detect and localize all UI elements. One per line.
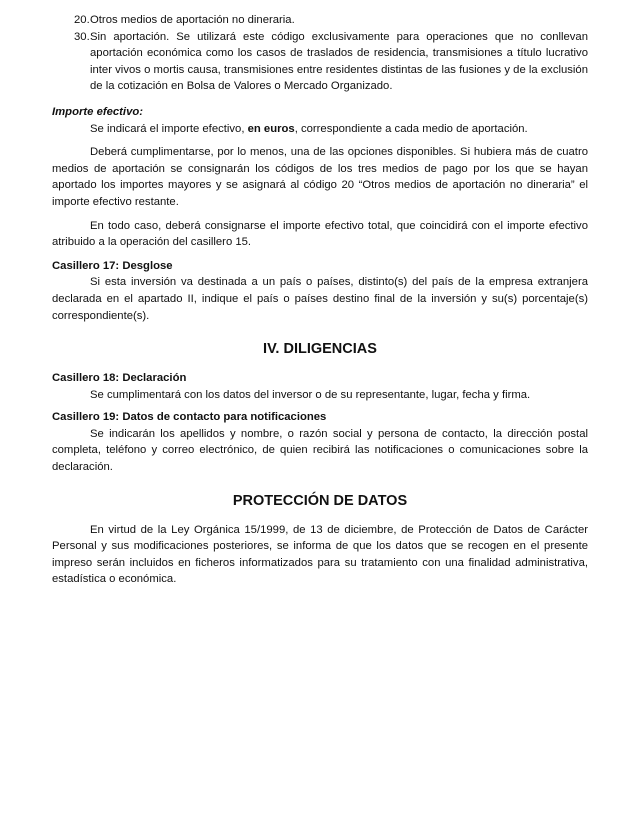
importe-bold-text: en euros [247,122,295,135]
casillero-18-heading: Casillero 18: Declaración [52,372,187,385]
casillero-19-heading: Casillero 19: Datos de contacto para notificaciones [52,411,327,424]
importe-heading: Importe efectivo: [52,105,144,118]
payment-code-list [52,12,588,95]
list-item-number: 30. [74,30,90,43]
proteccion-title: PROTECCIÓN DE DATOS [232,492,408,509]
list-item-text: Otros medios de aportación no dineraria. [90,14,295,26]
importe-text-after: , correspondiente a cada medio de aportación. [294,122,528,135]
document-page [52,12,588,595]
proteccion-text: En virtud de la Ley Orgánica 15/1999, de 13 de diciembre, de Protección de Datos de Carácter Personal y sus modificaciones posteriores, se informa de que los datos que se recogen en el presente impreso serán incluidos en ficheros informatizados para su tratamiento con una finalidad administrativa, estadística o económica. [52,523,588,586]
importe-paragraph-3: En todo caso, deberá consignarse el importe efectivo total, que coincidirá con el importe efectivo atribuido a la operación del casillero 15. [52,219,588,249]
importe-paragraph-2: Deberá cumplimentarse, por lo menos, una de las opciones disponibles. Si hubiera más de cuatro medios de aportación se consignarán los códigos de los tres medios de pago por los que se hayan aportado los importes mayores y se asignará al código 20 “Otros medios de aportación no dineraria” el importe efectivo restante. [52,146,588,208]
section-iv-title: IV. DILIGENCIAS [263,341,377,358]
casillero-17-heading: Casillero 17: Desglose [52,259,173,272]
casillero-19-text: Se indicarán los apellidos y nombre, o razón social y persona de contacto, la dirección postal completa, teléfono y correo electrónico, de quien recibirá las notificaciones o comunicaciones sobre la declaración. [52,427,588,474]
list-item [52,29,588,95]
list-item-number: 20. [74,14,90,26]
importe-text-before: Se indicará el importe efectivo, [90,122,248,135]
importe-paragraph-1 [52,121,588,138]
list-item [52,12,588,29]
casillero-17-text: Si esta inversión va destinada a un país o países, distinto(s) del país de la empresa extranjera declarada en el apartado II, indique el país o países destino final de la inversión y su(s) porcentaje(s) correspondiente(s). [52,276,588,322]
list-item-text: Sin aportación. Se utilizará este código exclusivamente para operaciones que no conllevan aportación económica como los casos de traslados de residencia, transmisiones a título lucrativo inter vivos o mortis causa, transmisiones entre residentes distintas de las fusiones y de la exclusión de la cotización en Bolsa de Valores o Mercado Organizado. [90,30,588,93]
casillero-18-text: Se cumplimentará con los datos del inversor o de su representante, lugar, fecha y firma. [90,388,531,401]
